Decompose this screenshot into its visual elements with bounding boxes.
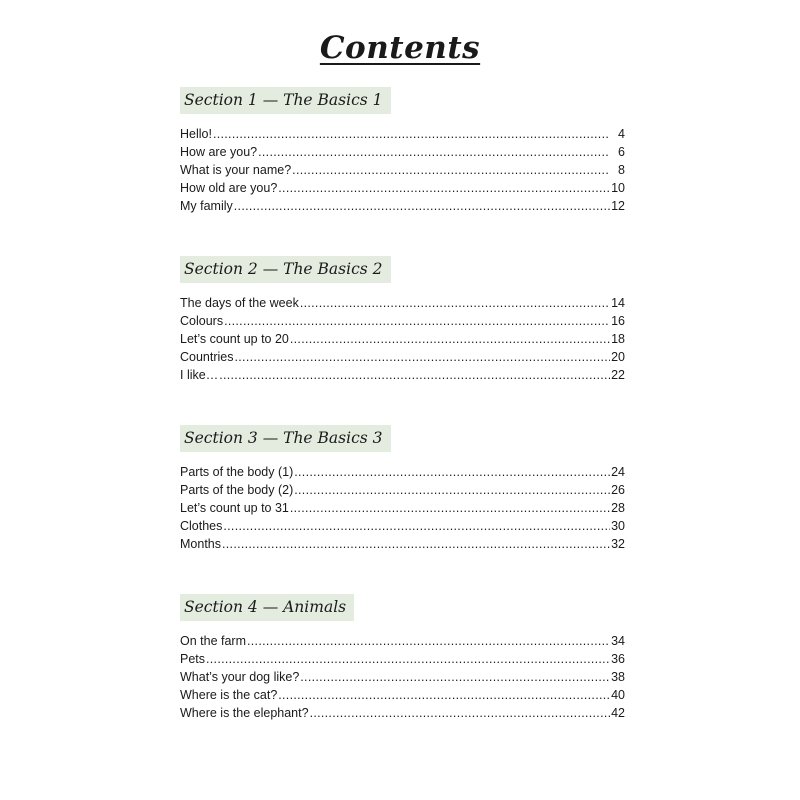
entry-label: I like… — [180, 368, 219, 382]
entry-label: Colours — [180, 314, 224, 328]
toc-entry[interactable] — [180, 125, 625, 143]
dot-leader — [219, 366, 610, 384]
entry-label: Pets — [180, 652, 206, 666]
section-heading: Section 4 — Animals — [180, 594, 354, 621]
entry-label: What is your name? — [180, 163, 292, 177]
toc-entry[interactable] — [180, 143, 625, 161]
toc-entry[interactable] — [180, 161, 625, 179]
entry-page-number: 36 — [611, 652, 625, 666]
section-4 — [180, 594, 630, 722]
entry-label: On the farm — [180, 634, 246, 648]
dot-leader — [300, 294, 610, 312]
dot-leader — [222, 535, 610, 553]
entry-label: Countries — [180, 350, 234, 364]
toc-entry[interactable] — [180, 632, 625, 650]
dot-leader — [234, 197, 610, 215]
toc-entry[interactable] — [180, 348, 625, 366]
dot-leader — [258, 143, 610, 161]
entry-page-number: 42 — [611, 706, 625, 720]
dot-leader — [290, 499, 610, 517]
section-heading: Section 3 — The Basics 3 — [180, 425, 391, 452]
toc-entry[interactable] — [180, 366, 625, 384]
section-2 — [180, 256, 630, 384]
toc-entry[interactable] — [180, 294, 625, 312]
entry-page-number: 40 — [611, 688, 625, 702]
toc-entry[interactable] — [180, 481, 625, 499]
entry-label: Hello! — [180, 127, 212, 141]
toc-entry[interactable] — [180, 668, 625, 686]
dot-leader — [224, 312, 610, 330]
entry-page-number: 18 — [611, 332, 625, 346]
toc-entry[interactable] — [180, 686, 625, 704]
dot-leader — [294, 481, 610, 499]
entry-list — [180, 632, 625, 722]
dot-leader — [235, 348, 611, 366]
entry-label: Where is the cat? — [180, 688, 278, 702]
entry-page-number: 8 — [618, 163, 625, 177]
entry-page-number: 6 — [618, 145, 625, 159]
toc-entry[interactable] — [180, 330, 625, 348]
entry-page-number: 20 — [611, 350, 625, 364]
dot-leader — [300, 668, 610, 686]
entry-label: Months — [180, 537, 221, 551]
entry-page-number: 16 — [611, 314, 625, 328]
toc-entry[interactable] — [180, 179, 625, 197]
dot-leader — [278, 179, 610, 197]
dot-leader — [278, 686, 610, 704]
entry-page-number: 30 — [611, 519, 625, 533]
entry-label: Parts of the body (1) — [180, 465, 294, 479]
entry-page-number: 34 — [611, 634, 625, 648]
dot-leader — [223, 517, 610, 535]
entry-label: Where is the elephant? — [180, 706, 309, 720]
entry-page-number: 12 — [611, 199, 625, 213]
page-title: Contents — [319, 30, 481, 66]
entry-page-number: 22 — [611, 368, 625, 382]
entry-page-number: 14 — [611, 296, 625, 310]
section-1 — [180, 87, 630, 215]
toc-entry[interactable] — [180, 650, 625, 668]
entry-page-number: 26 — [611, 483, 625, 497]
entry-label: What’s your dog like? — [180, 670, 300, 684]
toc-entry[interactable] — [180, 197, 625, 215]
entry-page-number: 10 — [611, 181, 625, 195]
entry-page-number: 38 — [611, 670, 625, 684]
dot-leader — [292, 161, 610, 179]
entry-label: How old are you? — [180, 181, 278, 195]
toc-entry[interactable] — [180, 499, 625, 517]
toc-entry[interactable] — [180, 704, 625, 722]
entry-label: Clothes — [180, 519, 223, 533]
dot-leader — [290, 330, 610, 348]
entry-list — [180, 463, 625, 553]
entry-label: How are you? — [180, 145, 258, 159]
entry-list — [180, 125, 625, 215]
entry-label: Parts of the body (2) — [180, 483, 294, 497]
entry-list — [180, 294, 625, 384]
section-heading: Section 2 — The Basics 2 — [180, 256, 391, 283]
section-3 — [180, 425, 630, 553]
toc-entry[interactable] — [180, 463, 625, 481]
dot-leader — [206, 650, 610, 668]
dot-leader — [294, 463, 610, 481]
toc-entry[interactable] — [180, 312, 625, 330]
dot-leader — [247, 632, 610, 650]
entry-page-number: 28 — [611, 501, 625, 515]
dot-leader — [310, 704, 610, 722]
dot-leader — [213, 125, 610, 143]
toc-entry[interactable] — [180, 517, 625, 535]
section-heading: Section 1 — The Basics 1 — [180, 87, 391, 114]
entry-page-number: 4 — [618, 127, 625, 141]
entry-label: My family — [180, 199, 233, 213]
entry-label: Let’s count up to 20 — [180, 332, 289, 346]
toc-entry[interactable] — [180, 535, 625, 553]
entry-label: Let’s count up to 31 — [180, 501, 289, 515]
entry-page-number: 32 — [611, 537, 625, 551]
entry-page-number: 24 — [611, 465, 625, 479]
entry-label: The days of the week — [180, 296, 299, 310]
